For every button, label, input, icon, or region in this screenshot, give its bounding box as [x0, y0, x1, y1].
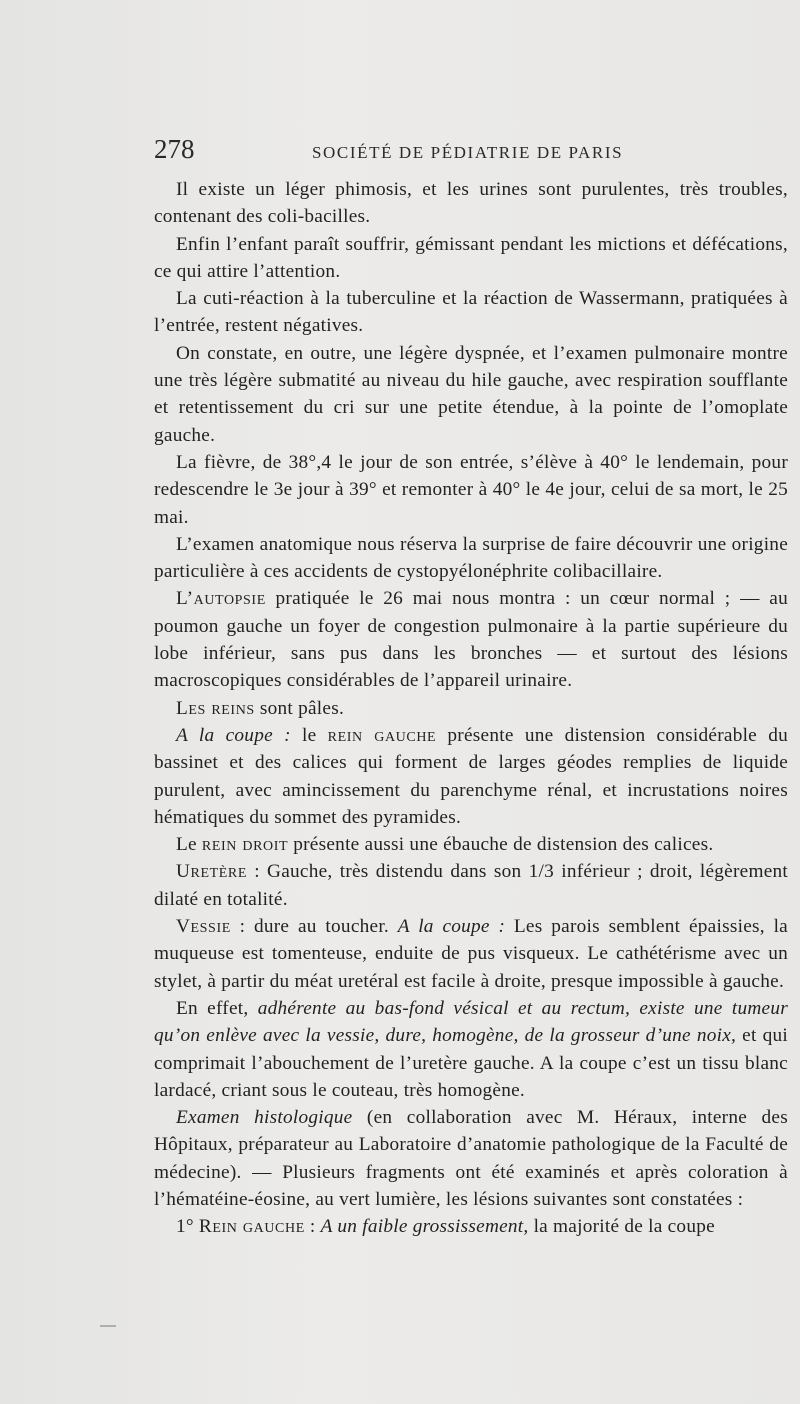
paragraph — [154, 695, 788, 722]
section-lead: Les reins — [176, 697, 255, 719]
text: le — [290, 724, 328, 746]
paragraph — [154, 1213, 788, 1240]
text: Il existe un léger phimosis, et les urines sont purulentes, très troubles, contenant des coli-bacilles. — [154, 179, 788, 228]
section-lead: Vessie — [176, 916, 231, 938]
paragraph — [154, 722, 788, 831]
page-header — [154, 134, 784, 168]
section-lead: Uretère — [176, 861, 248, 883]
paragraph — [154, 995, 788, 1104]
text: pratiquée le 26 mai nous montra : un cœur normal ; — au poumon gauche un foyer de congestion pulmonaire à la partie supérieure du lobe inférieur, sans pus dans les bronches — et surtout des lésions macroscopiques considérables de l’appareil urinaire. — [154, 588, 788, 692]
text: (en collaboration avec M. Héraux, interne des Hôpitaux, préparateur au Laboratoire d’anatomie pathologique de la Faculté de médecine). — Plusieurs fragments ont été examinés et après coloration à l’hématéine-éosine, au vert lumière, les lésions suivantes sont constatées : — [154, 1107, 788, 1210]
text: 1° — [176, 1216, 199, 1238]
paragraph — [154, 831, 788, 858]
paragraph — [154, 858, 788, 913]
text: La cuti-réaction à la tuberculine et la réaction de Wassermann, pratiquées à l’entrée, restent négatives. — [154, 288, 788, 337]
text: la majorité de la coupe — [528, 1216, 715, 1238]
paragraph — [154, 176, 788, 231]
text: présente aussi une ébauche de distension des calices. — [288, 834, 714, 856]
text: sont pâles. — [254, 697, 345, 719]
paragraph — [154, 1104, 788, 1213]
paragraph — [154, 285, 788, 340]
text: Enfin l’enfant paraît souffrir, gémissant pendant les mictions et défécations, ce qui attire l’attention. — [154, 233, 788, 282]
text: et qui comprimait l’abouchement de l’uretère gauche. A la coupe c’est un tissu blanc lardacé, criant sous le couteau, très homogène. — [154, 1025, 788, 1101]
italic-lead: A la coupe : — [176, 724, 291, 746]
small-caps-term: rein gauche — [327, 724, 437, 746]
paragraph — [154, 585, 788, 694]
text: On constate, en outre, une légère dyspnée, et l’examen pulmonaire montre une très légère submatité au niveau du hile gauche, avec respiration soufflante et retentissement du cri sur une petite étendue, à la pointe de l’omoplate gauche. — [154, 342, 788, 446]
text: La fièvre, de 38°,4 le jour de son entrée, s’élève à 40° le lendemain, pour redescendre le 3e jour à 39° et remonter à 40° le 4e jour, celui de sa mort, le 25 mai. — [154, 451, 788, 528]
paragraph — [154, 231, 788, 286]
italic-lead: Examen histologique — [176, 1107, 353, 1129]
italic-text: adhérente au bas-fond vésical et au rectum, existe une tumeur qu’on enlève avec la vessie, dure, homogène, de la grosseur d’une noix, — [154, 997, 788, 1047]
text: : — [304, 1216, 321, 1238]
text: : Gauche, très distendu dans son 1/3 inférieur ; droit, légèrement dilaté en totalité. — [154, 861, 788, 910]
small-caps-term: Rein gauche — [198, 1216, 305, 1238]
page-number: 278 — [154, 134, 195, 164]
small-caps-term: rein droit — [201, 834, 289, 856]
text: Le — [176, 834, 202, 856]
text: présente une distension considérable du bassinet et des calices qui forment de larges géodes remplies de liquide purulent, avec amincissement du parenchyme rénal, et incrustations noires hématiques du sommet des pyramides. — [154, 724, 788, 828]
section-lead: L’autopsie — [176, 588, 266, 610]
paragraph — [154, 340, 788, 449]
italic-text: A la coupe : — [397, 916, 506, 938]
text: L’examen anatomique nous réserva la surprise de faire découvrir une origine particulière à ces accidents de cystopyélonéphrite colibacillaire. — [154, 533, 788, 583]
text: En effet, — [176, 997, 258, 1019]
paper-mark — [100, 1325, 116, 1327]
paragraph — [154, 913, 788, 995]
paragraph — [154, 449, 788, 531]
running-head: SOCIÉTÉ DE PÉDIATRIE DE PARIS — [312, 143, 624, 162]
text: : dure au toucher. — [230, 916, 398, 938]
body-text — [154, 176, 788, 1241]
text: Les parois semblent épaissies, la muqueuse est tomenteuse, enduite de pus visqueux. Le cathétérisme avec un stylet, à partir du méat uretéral est facile à droite, presque impossible à gauche. — [154, 916, 788, 992]
paragraph — [154, 531, 788, 586]
italic-text: A un faible grossissement, — [320, 1216, 529, 1238]
